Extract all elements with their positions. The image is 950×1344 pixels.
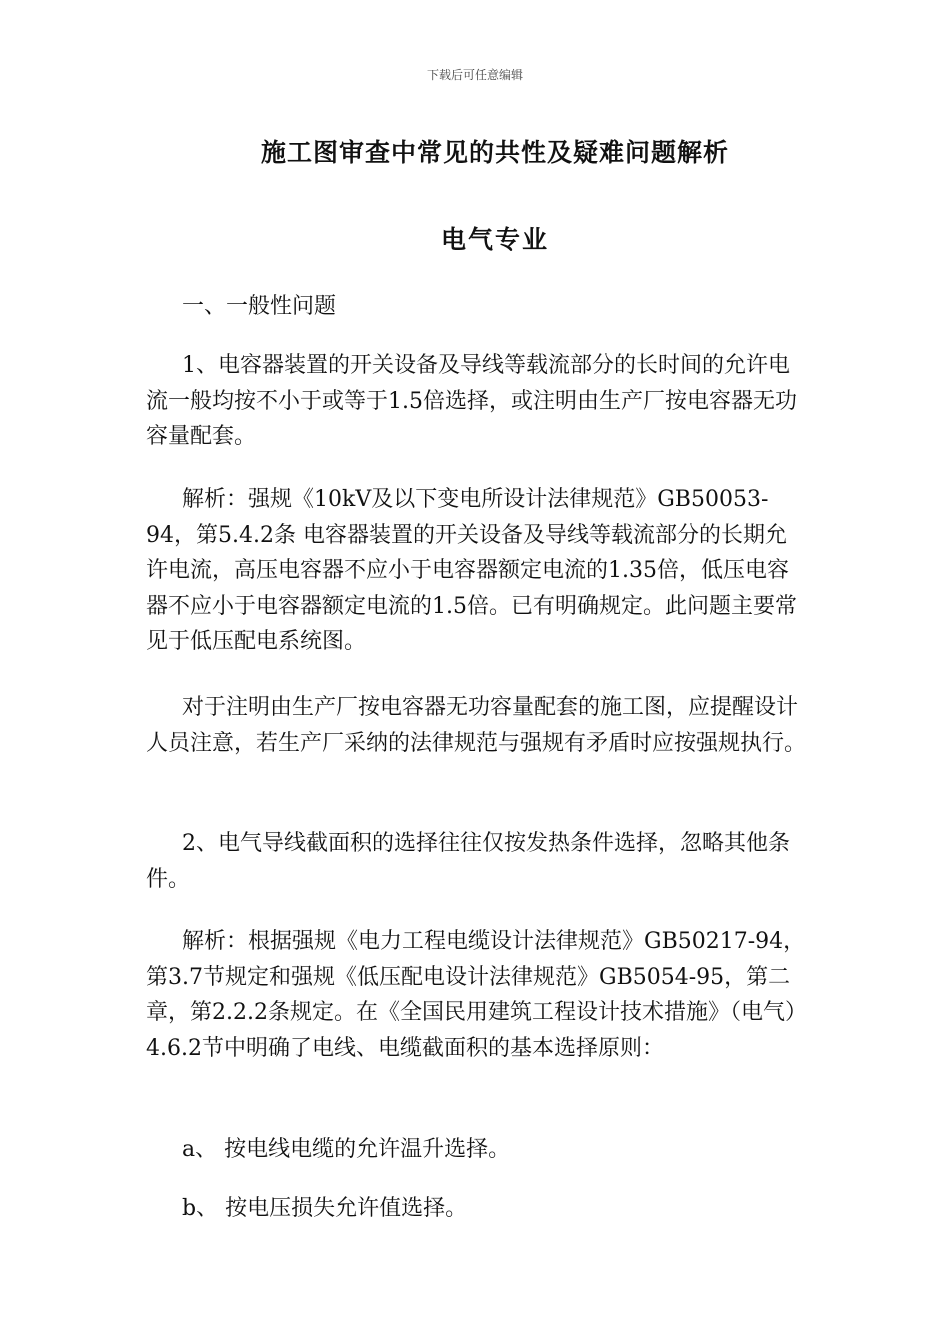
paragraph: 2、电气导线截面积的选择往往仅按发热条件选择，忽略其他条件。 [146, 831, 790, 892]
note-1 [146, 690, 808, 761]
issue-1 [146, 348, 808, 455]
document-title: 施工图审查中常见的共性及疑难问题解析 [260, 138, 729, 167]
paragraph: 解析：根据强规《电力工程电缆设计法律规范》GB50217-94，第3.7节规定和强规《低压配电设计法律规范》GB5054-95，第二章，第2.2.2条规定。在《全国民用建筑工程设计技术措施》（电气）4.6.2节中明确了电线、电缆截面积的基本选择原则： [146, 929, 807, 1061]
analysis-1 [146, 482, 808, 660]
header-note: 下载后可任意编辑 [426, 68, 523, 82]
section-subtitle: 电气专业 [440, 225, 549, 254]
list-item-a [146, 1132, 808, 1168]
paragraph: 解析：强规《10kV及以下变电所设计法律规范》GB50053-94，第5.4.2条 电容器装置的开关设备及导线等载流部分的长期允许电流，高压电容器不应小于电容器额定电流的1.35倍，低压电容器不应小于电容器额定电流的1.5倍。已有明确规定。此问题主要常见于低压配电系统图。 [146, 487, 797, 654]
paragraph: 1、电容器装置的开关设备及导线等载流部分的长时间的允许电流一般均按不小于或等于1.5倍选择，或注明由生产厂按电容器无功容量配套。 [146, 353, 797, 449]
list-item-b [146, 1191, 808, 1227]
paragraph: a、 按电线电缆的允许温升选择。 [182, 1137, 511, 1162]
paragraph: 一、一般性问题 [182, 294, 337, 319]
section-heading [146, 289, 808, 325]
paragraph: 对于注明由生产厂按电容器无功容量配套的施工图，应提醒设计人员注意，若生产厂采纳的法律规范与强规有矛盾时应按强规执行。 [146, 695, 807, 756]
issue-2 [146, 826, 808, 897]
paragraph: b、 按电压损失允许值选择。 [182, 1196, 468, 1221]
analysis-2 [146, 924, 808, 1066]
